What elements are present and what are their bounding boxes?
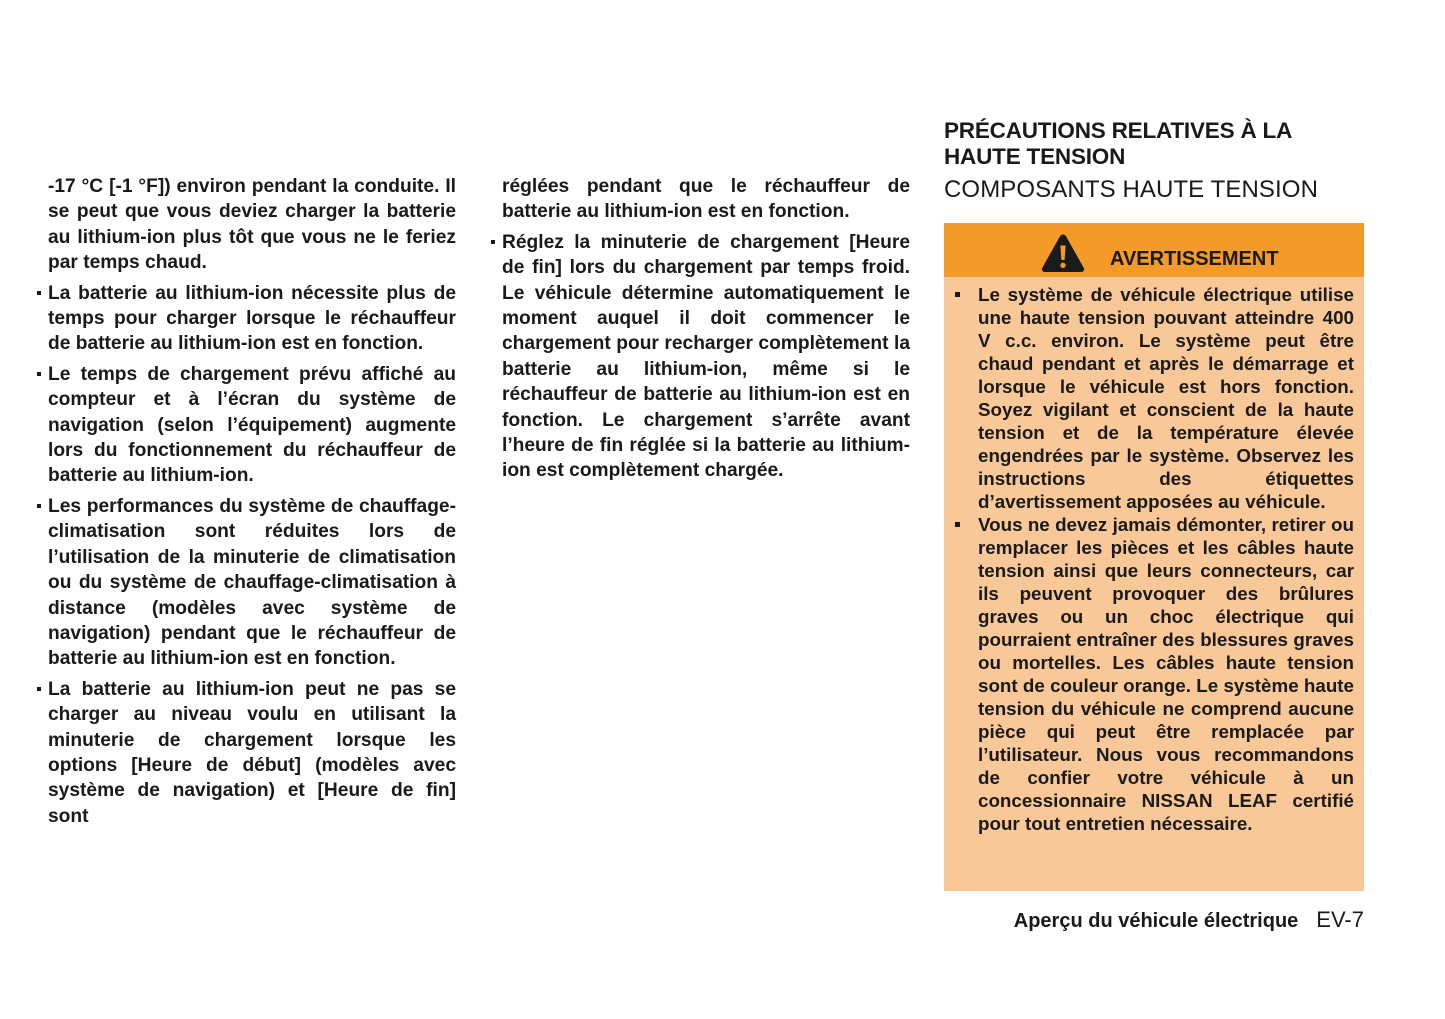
warning-box xyxy=(944,223,1364,891)
warning-header xyxy=(944,223,1364,277)
warning-body xyxy=(978,283,1354,835)
list-item: Réglez la minuterie de chargement [Heure de fin] lors du chargement par temps froid. Le véhicule détermine automatiquement le moment auquel il doit commencer le chargement pour recharger complètement la batterie au lithium-ion, même si le réchauffeur de batterie au lithium-ion est en fonction. Le chargement s’arrête avant l’heure de fin réglée si la batterie au lithium-ion est complètement chargée. xyxy=(502,230,910,484)
list-item: La batterie au lithium-ion peut ne pas se charger au niveau voulu en utilisant la minuterie de chargement lorsque les options [Heure de début] (modèles avec système de navigation) et [Heure de fin] sont xyxy=(48,677,456,829)
section-subheading: COMPOSANTS HAUTE TENSION xyxy=(944,176,1319,203)
warning-list-item: Le système de véhicule électrique utilise une haute tension pouvant atteindre 400 V c.c. environ. Le système peut être chaud pendant et après le démarrage et lorsque le véhicule est hors fonction. Soyez vigilant et conscient de la haute tension et de la température élevée engendrées par le système. Observez les instructions des étiquettes d’avertissement apposées au véhicule. xyxy=(978,284,1354,512)
paragraph-continuation: -17 °C [-1 °F]) environ pendant la conduite. Il se peut que vous deviez charger la batterie au lithium-ion plus tôt que vous ne le feriez par temps chaud. xyxy=(48,176,456,274)
list-item: Les performances du système de chauffage-climatisation sont réduites lors de l’utilisation de la minuterie de climatisation ou du système de chauffage-climatisation à distance (modèles avec système de navigation) pendant que le réchauffeur de batterie au lithium-ion est en fonction. xyxy=(48,494,456,672)
page-number: EV-7 xyxy=(1316,907,1364,932)
section-heading: PRÉCAUTIONS RELATIVES À LA HAUTE TENSION xyxy=(944,118,1292,169)
warning-triangle-icon xyxy=(1041,233,1085,273)
page-footer xyxy=(1014,906,1364,935)
warning-title: AVERTISSEMENT xyxy=(1110,248,1279,270)
paragraph-continuation: réglées pendant que le réchauffeur de batterie au lithium-ion est en fonction. xyxy=(502,176,910,223)
right-column-headings xyxy=(944,118,1364,204)
middle-column xyxy=(502,174,910,484)
footer-section-title: Aperçu du véhicule électrique xyxy=(1013,910,1299,932)
warning-list-item: Vous ne devez jamais démonter, retirer ou remplacer les pièces et les câbles haute tension ainsi que leurs connecteurs, car ils peuvent provoquer des brûlures graves ou un choc électrique qui pourraient entraîner des blessures graves ou mortelles. Les câbles haute tension sont de couleur orange. Le système haute tension du véhicule ne comprend aucune pièce qui peut être remplacée par l’utilisateur. Nous vous recommandons de confier votre véhicule à un concessionnaire NISSAN LEAF certifié pour tout entretien nécessaire. xyxy=(978,514,1354,834)
list-item: Le temps de chargement prévu affiché au compteur et à l’écran du système de navigation (selon l’équipement) augmente lors du fonctionnement du réchauffeur de batterie au lithium-ion. xyxy=(48,362,456,489)
left-column xyxy=(48,174,456,829)
list-item: La batterie au lithium-ion nécessite plus de temps pour charger lorsque le réchauffeur de batterie au lithium-ion est en fonction. xyxy=(48,281,456,357)
